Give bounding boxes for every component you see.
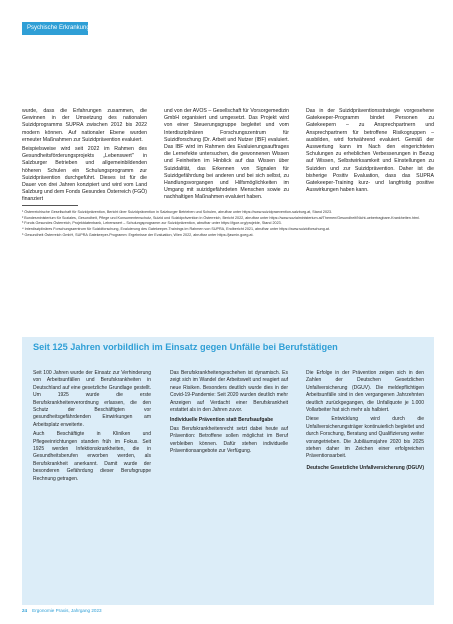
article-column-3 (306, 108, 434, 196)
footnote: ⁵ Gesundheit Österreich GmbH, SUPRA Gatekeeper-Programm: Ergebnisse der Evaluation, Wien 2022, abrufbar unter https://jasmin.goeg.at. (22, 232, 254, 237)
publication-name: Ergonomie Praxis, Jahrgang 2023 (32, 608, 102, 613)
page-footer (22, 608, 102, 613)
paragraph: Das Berufskrankheitenrecht setzt dabei heute auf Prävention: Betroffene sollen möglichst im Beruf verbleiben können. Dafür stehen individuelle Präventionsangebote zur Verfügung. (170, 425, 288, 455)
page-number: 24 (22, 608, 28, 613)
footnote: ⁴ Interdisziplinäres Forschungszentrum für Suizidforschung, Evaluierung des Gatekeeper-Trainings im Rahmen von SUPRA, Endbericht 2021, abrufbar unter https://www.suizidforschung.at. (22, 227, 330, 232)
footnote-divider (22, 205, 78, 206)
paragraph: Seit 100 Jahren wurde der Einsatz zur Verhinderung von Arbeitsunfällen und Berufskrankheiten in Deutschland auf eine gesetzliche Grundlage gestellt. Um 1925 wurde die erste Berufskrankheitenverordnung erlassen, die den Schutz der Beschäftigten vor gesundheitsgefährdenden Einwirkungen am Arbeitsplatz erweiterte. (33, 370, 151, 428)
subheading: Individuelle Prävention statt Berufsaufgabe (170, 417, 274, 424)
info-box-signature: Deutsche Gesetzliche Unfallversicherung (DGUV) (306, 464, 424, 471)
paragraph: und von der AVOS – Gesellschaft für Vorsorgemedizin GmbH organisiert und umgesetzt. Das Projekt wird von einer Steuerungsgruppe begleitet und vom Interdisziplinären Forschungszentrum für Suizidforschung (Dr. Arbeit und Nutzer (IBF) evaluiert. Das IBF wird im Rahmen des Evaluierungsauftrages die Lernefekte untersuchen, die gewonnenen Wissen und Feinheiten im Hinblick auf das Wissen über Suizidalität, das Erkennen von Signalen für Suizidgefährdung bei anderen und bei sich selbst, zu Handlungsvorgangen und Hilfsmöglichkeiten im Umgang mit suizidgefährdeten Menschen sowie zu nachhaltigen Maßnahmen evaluiert haben. (164, 108, 289, 201)
paragraph: Beispielsweise wird seit 2022 im Rahmen des Gesundheitsförderungsprojekts „Lebenswert" in Salzburger Betrieben und allgemeinbildenden höheren Schulen ein Schulungsprogramm zur Suizidprävention durchgeführt. Dieses ist für die Dauer von drei Jahren konzipiert und wird vom Land Salzburg und dem Fonds Gesundes Österreich (FGÖ) finanziert (22, 146, 147, 203)
paragraph: Diese Entwicklung wird durch die Unfallversicherungsträger kontinuierlich begleitet und durch Forschung, Beratung und Qualifizierung weiter vorangetrieben. Die Jubiläumsjahre 2020 bis 2025 stehen daher im Zeichen einer erfolgreichen Präventionsarbeit. (306, 416, 424, 460)
paragraph: Das Berufskrankheitengeschehen ist dynamisch. Es zeigt sich im Wandel der Arbeitswelt und reagiert auf neue Risiken. Besonders deutlich wurde dies in der Covid-19-Pandemie: Seit 2020 wurden deutlich mehr Anzeigen auf Verdacht einer Berufskrankheit erstattet als in den Jahren zuvor. (170, 370, 288, 414)
article-column-2 (164, 108, 289, 204)
footnote: ¹ Österreichische Gesellschaft für Suizidprävention, Bericht über Suizidprävention in Salzburger Betrieben und Schulen, abrufbar unter https://www.suizidpraevention-salzburg.at, Stand 2023. (22, 210, 333, 214)
article-column-1 (22, 108, 147, 206)
paragraph: Die Erfolge in der Prävention zeigen sich in den Zahlen der Deutschen Gesetzlichen Unfallversicherung (DGUV). Die meldepflichtigen Arbeitsunfälle sind in den vergangenen Jahrzehnten deutlich zurückgegangen, die Unfallquote je 1.000 Vollarbeiter hat sich mehr als halbiert. (306, 370, 424, 414)
paragraph: wurde, dass die Erfahrungen zusammen, die Gewinnen in der Umsetzung des nationalen Suizidprogramms SUPRA zwischen 2012 bis 2022 modern können. Auf nationaler Ebene wurden erneuter Maßnahmen zur Suizidprävention evaluiert. (22, 108, 147, 143)
footnote: ³ Fonds Gesundes Österreich, Projektdatenbank, Lebenswert – Schulungsprogramm zur Suizidprävention, abrufbar unter https://fgoe.org/projekte, Stand 2023. (22, 221, 282, 226)
info-box-column-1 (33, 370, 151, 485)
footnotes (22, 210, 434, 239)
paragraph: Das in der Suizidpräventionsstrategie vorgesehene Gatekeeper-Programm bindet Personen zu Gatekeepern – zu Ansprechpartnern und Ansprechpartnern für betroffene Risikogruppen – ausbilden, wird fortwährend evaluiert. Gemäß der Auswertung kann im Nach den eingerichteten Schulungen zu erheblichen Verbesserungen in Bezug auf Wissen, Selbstwirksamkeit und Einstellungen zu Suiziden und zur Suizidprävention. Daher ist die bisherige Positiv Evaluation, dass das SUPRA Gatekeeper-Training kurz- und langfristig positive Auswirkungen haben kann. (306, 108, 434, 194)
info-box-column-2 (170, 370, 288, 457)
info-box-column-3 (306, 370, 424, 472)
section-tag-label: Psychische Erkrankungen (27, 25, 97, 31)
paragraph: Auch Beschäftigte in Kliniken und Pflegeeinrichtungen standen früh im Fokus. Seit 1925 werden Infektionskrankheiten, die in Gesundheitsberufen erworben werden, als Berufskrankheit anerkannt. Damit wurde der besonderen Gefährdung dieser Berufsgruppe Rechnung getragen. (33, 431, 151, 482)
section-tag (22, 22, 97, 35)
footnote: ² Bundesministerium für Soziales, Gesundheit, Pflege und Konsumentenschutz, Suizid und Suizidprävention in Österreich, Bericht 2022, abrufbar unter https://www.sozialministerium.at/Themen/Gesundheit/Nicht-uebertragbare-Krankheiten.html. (22, 215, 420, 220)
info-box-title: Seit 125 Jahren vorbildlich im Einsatz gegen Unfälle bei Berufstätigen (33, 342, 338, 352)
